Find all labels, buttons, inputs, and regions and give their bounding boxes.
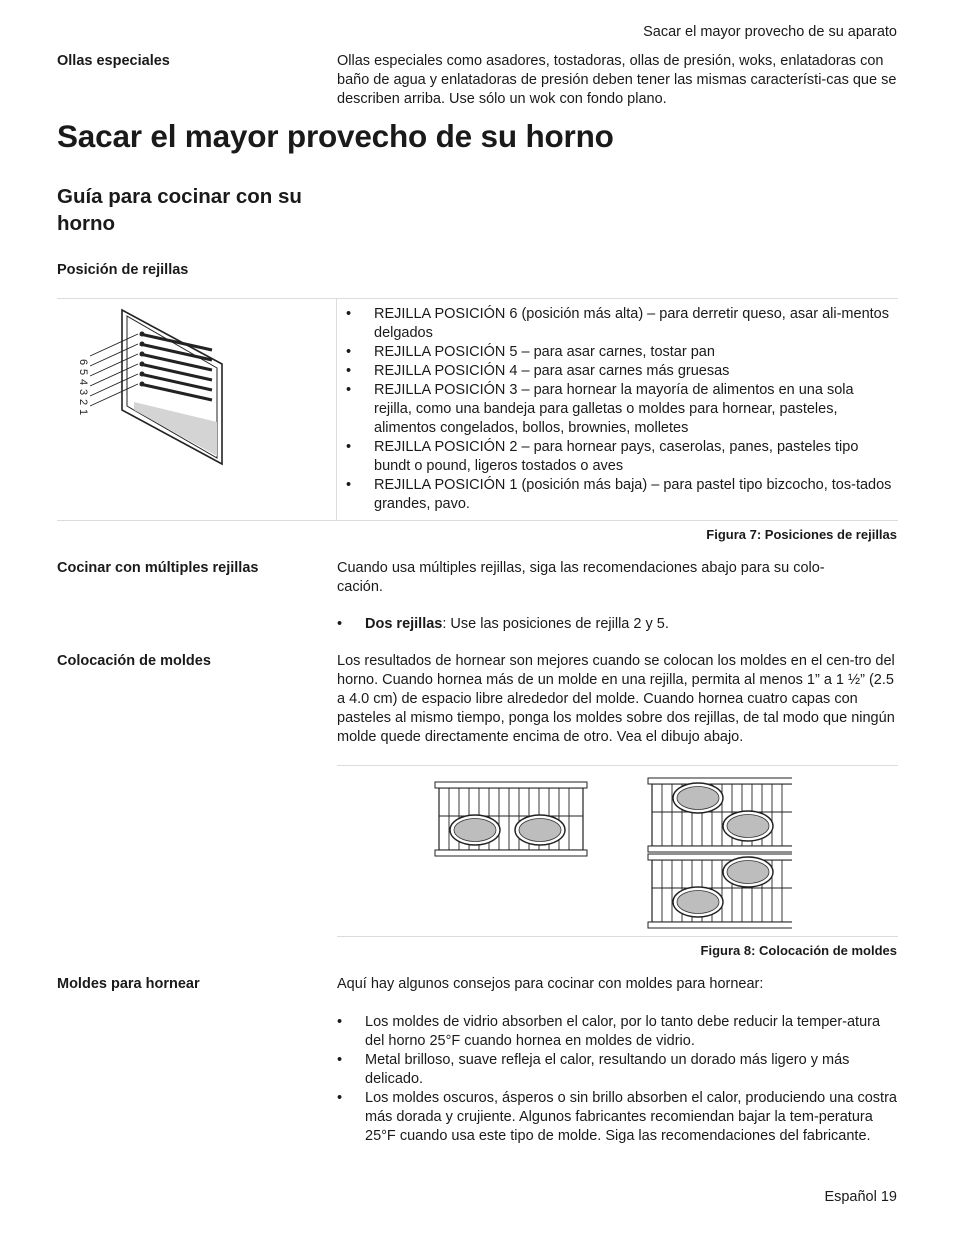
bullet-bold: Dos rejillas — [365, 616, 443, 632]
rack-single-two-pans — [435, 782, 587, 856]
bullet-rest: : Use las posiciones de rejilla 2 y 5. — [442, 616, 669, 632]
ollas-heading: Ollas especiales — [57, 53, 170, 69]
multiple-racks-text: Cuando usa múltiples rejillas, siga las recomendaciones abajo para su colo-cación. — [337, 560, 825, 595]
pan-placement-heading: Colocación de moldes — [57, 653, 211, 669]
list-item: • Los moldes de vidrio absorben el calor, por lo tanto debe reducir la temper-atura del horno 25°F cuando hornea en moldes de vidrio. — [337, 1013, 899, 1051]
list-item: • Metal brilloso, suave refleja el calor, resultando un dorado más ligero y más delicado. — [337, 1051, 899, 1089]
rack-position-heading: Posición de rejillas — [57, 262, 189, 278]
list-item: • REJILLA POSICIÓN 5 – para asar carnes, tostar pan — [346, 343, 892, 362]
rack-position-list — [346, 305, 892, 514]
section-title: Guía para cocinar con su horno — [57, 185, 302, 235]
pan-placement-text: Los resultados de hornear son mejores cuando se colocan los moldes en el cen-tro del horno. Cuando hornea más de un molde en una rejilla, permita al menos 1” a 1 ½” (2.5 a 4.0 cm) de espacio libre alrededor del molde. Cuando hornea cuatro capas con pasteles al mismo tiempo, ponga los moldes sobre dos rejillas, de tal modo que ningún molde quede directamente encima de otro. Vea el dibujo abajo. — [337, 653, 895, 745]
list-item: • REJILLA POSICIÓN 1 (posición más baja) – para pastel tipo bizcocho, tos-tados grandes, pavo. — [346, 476, 892, 514]
list-item: • REJILLA POSICIÓN 3 – para hornear la mayoría de alimentos en una sola rejilla, como una bandeja para galletas o moldes para hornear, pasteles, alimentos congelados, bollos, brownies, molletes — [346, 381, 892, 438]
baking-pans-heading: Moldes para hornear — [57, 976, 200, 992]
page-title: Sacar el mayor provecho de su horno — [57, 118, 614, 154]
list-item: • REJILLA POSICIÓN 2 – para hornear pays, caserolas, panes, pasteles tipo bundt o pound, ligeros tostados o aves — [346, 438, 892, 476]
list-item — [337, 615, 897, 634]
multiple-racks-list — [337, 615, 897, 634]
ollas-text: Ollas especiales como asadores, tostadoras, ollas de presión, woks, enlatadoras con baño de agua y enlatadoras de presión deben tener las mismas característi-cas que se describen arriba. Use sólo un wok con fondo plano. — [337, 53, 897, 107]
running-head: Sacar el mayor provecho de su aparato — [643, 24, 897, 40]
rack-upper — [648, 778, 792, 852]
page-number: Español 19 — [824, 1189, 897, 1205]
rack-label-4: 4 — [77, 379, 89, 386]
baking-pans-list — [337, 1013, 899, 1146]
figure-7-caption: Figura 7: Posiciones de rejillas — [706, 527, 897, 542]
rack-lower — [648, 854, 792, 928]
rack-label-2: 2 — [77, 399, 89, 406]
divider — [337, 936, 898, 937]
divider — [337, 765, 898, 766]
rack-label-3: 3 — [77, 389, 89, 396]
list-item: • Los moldes oscuros, ásperos o sin brillo absorben el calor, produciendo una costra más dorada y crujiente. Algunos fabricantes recomiendan bajar la tem-peratura 25°F cuando usa este tipo de molde. Siga las recomendaciones del fabricante. — [337, 1089, 899, 1146]
divider — [57, 298, 898, 299]
rack-label-5: 5 — [77, 369, 89, 376]
baking-pans-intro: Aquí hay algunos consejos para cocinar con moldes para hornear: — [337, 976, 764, 992]
rack-positions-figure — [74, 306, 230, 466]
list-item: • REJILLA POSICIÓN 6 (posición más alta) – para derretir queso, asar ali-mentos delgados — [346, 305, 892, 343]
rack-label-6: 6 — [77, 359, 89, 366]
divider — [57, 520, 898, 521]
rack-label-1: 1 — [77, 409, 89, 416]
divider — [336, 298, 337, 520]
list-item: • REJILLA POSICIÓN 4 – para asar carnes más gruesas — [346, 362, 892, 381]
figure-8-caption: Figura 8: Colocación de moldes — [700, 943, 897, 958]
pan-placement-figure — [430, 772, 792, 930]
multiple-racks-heading: Cocinar con múltiples rejillas — [57, 560, 259, 576]
